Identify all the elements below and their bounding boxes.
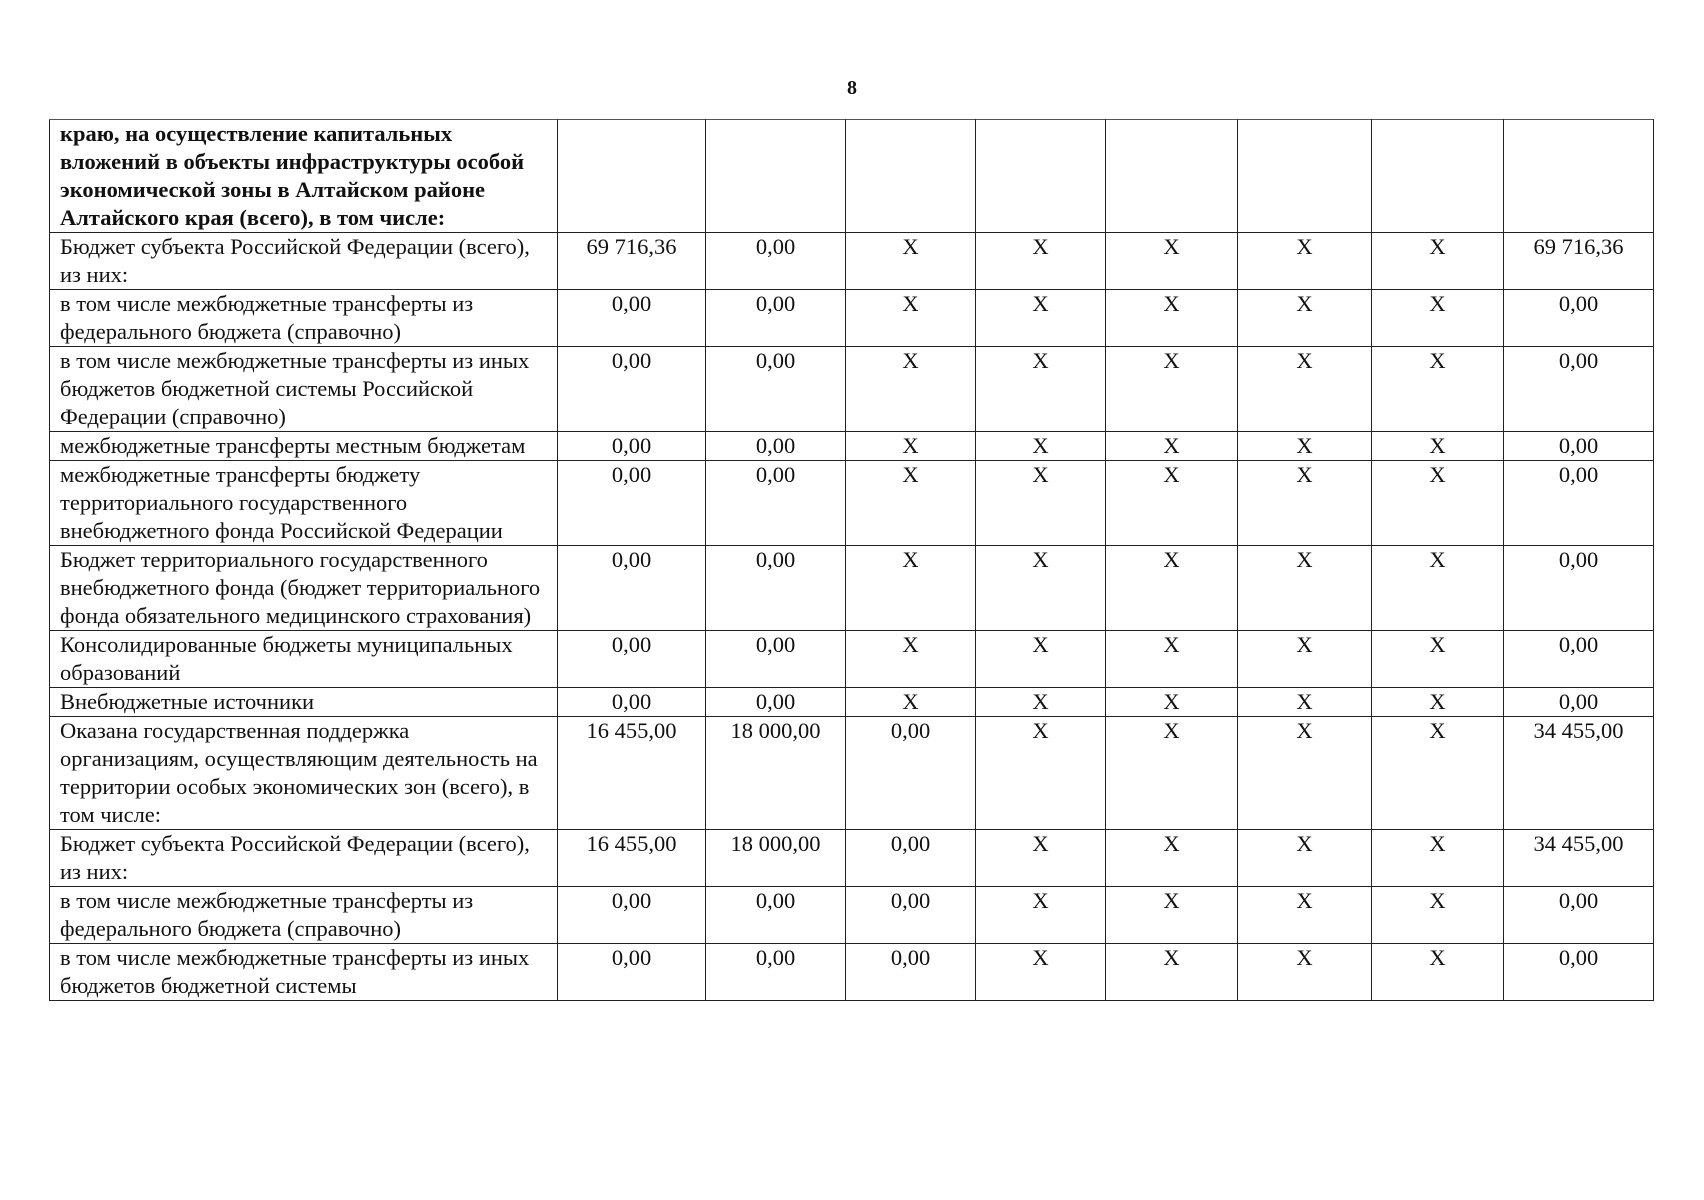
table-cell: X — [1372, 461, 1504, 546]
row-label: Бюджет территориального государственного внебюджетного фонда (бюджет территориального фонда обязательного медицинского страхования) — [50, 546, 558, 631]
table-cell: X — [1238, 546, 1372, 631]
table-cell: 0,00 — [558, 944, 706, 1001]
table-cell: X — [1372, 347, 1504, 432]
table-cell: X — [1372, 944, 1504, 1001]
table-cell: 0,00 — [706, 688, 846, 717]
table-cell: X — [1372, 887, 1504, 944]
table-cell: 0,00 — [706, 461, 846, 546]
table-cell — [1504, 120, 1654, 233]
table-cell: X — [1372, 688, 1504, 717]
table-cell: 0,00 — [558, 631, 706, 688]
table-cell: 34 455,00 — [1504, 830, 1654, 887]
row-label: в том числе межбюджетные трансферты из федерального бюджета (справочно) — [50, 887, 558, 944]
table-cell: 0,00 — [1504, 887, 1654, 944]
table-cell: X — [1238, 233, 1372, 290]
table-row — [50, 688, 1654, 717]
table-cell: X — [976, 887, 1106, 944]
table-row — [50, 233, 1654, 290]
table-cell: X — [1372, 717, 1504, 830]
table-cell — [1106, 120, 1238, 233]
table-cell: X — [1106, 944, 1238, 1001]
table-cell: 0,00 — [706, 233, 846, 290]
row-label: межбюджетные трансферты местным бюджетам — [50, 432, 558, 461]
table-cell: 0,00 — [558, 887, 706, 944]
table-cell: 18 000,00 — [706, 830, 846, 887]
table-cell: 0,00 — [846, 944, 976, 1001]
table-cell: X — [846, 546, 976, 631]
row-label: Бюджет субъекта Российской Федерации (всего), из них: — [50, 830, 558, 887]
table-cell: 0,00 — [706, 290, 846, 347]
table-cell: X — [976, 631, 1106, 688]
table-row — [50, 717, 1654, 830]
table-body — [50, 120, 1654, 1001]
table-cell: 69 716,36 — [558, 233, 706, 290]
row-label: краю, на осуществление капитальных вложений в объекты инфраструктуры особой экономической зоны в Алтайском районе Алтайского края (всего), в том числе: — [50, 120, 558, 233]
row-label: Бюджет субъекта Российской Федерации (всего), из них: — [50, 233, 558, 290]
table-cell: 0,00 — [558, 546, 706, 631]
row-label: в том числе межбюджетные трансферты из иных бюджетов бюджетной системы Российской Федерации (справочно) — [50, 347, 558, 432]
table-cell: 0,00 — [706, 944, 846, 1001]
table-cell: 0,00 — [846, 717, 976, 830]
table-cell: X — [1238, 631, 1372, 688]
table-cell: X — [976, 944, 1106, 1001]
table-cell: X — [846, 347, 976, 432]
table-cell — [558, 120, 706, 233]
page-number: 8 — [847, 77, 857, 99]
table-cell: 0,00 — [558, 347, 706, 432]
table-cell: X — [976, 290, 1106, 347]
table-cell: 0,00 — [846, 830, 976, 887]
table-cell: 0,00 — [706, 347, 846, 432]
table-cell: X — [846, 688, 976, 717]
table-cell: X — [1372, 290, 1504, 347]
table-cell: 0,00 — [1504, 347, 1654, 432]
row-label: межбюджетные трансферты бюджету территориального государственного внебюджетного фонда Российской Федерации — [50, 461, 558, 546]
table-row — [50, 830, 1654, 887]
table-cell: X — [1106, 830, 1238, 887]
row-label: в том числе межбюджетные трансферты из федерального бюджета (справочно) — [50, 290, 558, 347]
table-cell: 0,00 — [1504, 944, 1654, 1001]
table-cell: 0,00 — [1504, 432, 1654, 461]
table-cell: X — [976, 233, 1106, 290]
table-cell: X — [1372, 546, 1504, 631]
table-cell: X — [1238, 944, 1372, 1001]
table-cell — [846, 120, 976, 233]
table-cell: 0,00 — [1504, 546, 1654, 631]
table-cell: 0,00 — [706, 631, 846, 688]
table-cell: 0,00 — [706, 546, 846, 631]
table-cell: 0,00 — [558, 461, 706, 546]
table-row — [50, 887, 1654, 944]
table-cell: X — [976, 432, 1106, 461]
table-cell: X — [1106, 631, 1238, 688]
table-cell: X — [1106, 461, 1238, 546]
table-cell: 34 455,00 — [1504, 717, 1654, 830]
table-cell: 0,00 — [1504, 290, 1654, 347]
table-row — [50, 631, 1654, 688]
table-cell: X — [846, 233, 976, 290]
table-cell: X — [1238, 347, 1372, 432]
table-cell: X — [1238, 717, 1372, 830]
table-cell — [706, 120, 846, 233]
table-cell: 0,00 — [1504, 631, 1654, 688]
table-cell: X — [1372, 830, 1504, 887]
table-cell: 0,00 — [846, 887, 976, 944]
table-cell — [1238, 120, 1372, 233]
table-cell: 0,00 — [706, 432, 846, 461]
budget-table — [49, 119, 1654, 1001]
table-cell: 0,00 — [706, 887, 846, 944]
table-row — [50, 290, 1654, 347]
table-cell: X — [1372, 432, 1504, 461]
table-cell: 0,00 — [558, 290, 706, 347]
row-label: Внебюджетные источники — [50, 688, 558, 717]
table-cell: 0,00 — [1504, 688, 1654, 717]
table-cell: X — [1106, 233, 1238, 290]
table-cell: X — [976, 461, 1106, 546]
table-cell — [976, 120, 1106, 233]
table-cell: X — [1238, 290, 1372, 347]
table-cell: X — [1106, 717, 1238, 830]
table-cell: X — [1372, 631, 1504, 688]
table-cell: X — [846, 432, 976, 461]
table-cell: 0,00 — [558, 432, 706, 461]
table-cell: X — [1106, 688, 1238, 717]
table-row — [50, 944, 1654, 1001]
table-cell: X — [1238, 461, 1372, 546]
table-cell: X — [1238, 432, 1372, 461]
table-cell: X — [976, 347, 1106, 432]
table-cell: 0,00 — [1504, 461, 1654, 546]
table-row — [50, 120, 1654, 233]
table-cell: X — [1106, 290, 1238, 347]
table-cell: X — [976, 717, 1106, 830]
table-cell: 16 455,00 — [558, 717, 706, 830]
table-cell: 0,00 — [558, 688, 706, 717]
table-cell: 69 716,36 — [1504, 233, 1654, 290]
table-row — [50, 432, 1654, 461]
table-cell: X — [846, 631, 976, 688]
table-row — [50, 347, 1654, 432]
table-cell: X — [1238, 887, 1372, 944]
row-label: Консолидированные бюджеты муниципальных образований — [50, 631, 558, 688]
table-cell: X — [976, 830, 1106, 887]
table-cell: X — [976, 546, 1106, 631]
table-cell: 18 000,00 — [706, 717, 846, 830]
table-cell: X — [1238, 688, 1372, 717]
table-cell: X — [1238, 830, 1372, 887]
table-cell — [1372, 120, 1504, 233]
table-cell: X — [1106, 887, 1238, 944]
table-cell: X — [1106, 347, 1238, 432]
table-cell: X — [846, 461, 976, 546]
table-cell: X — [846, 290, 976, 347]
row-label: Оказана государственная поддержка организациям, осуществляющим деятельность на территории особых экономических зон (всего), в том числе: — [50, 717, 558, 830]
row-label: в том числе межбюджетные трансферты из иных бюджетов бюджетной системы — [50, 944, 558, 1001]
table-row — [50, 461, 1654, 546]
table-cell: X — [1106, 546, 1238, 631]
table-cell: 16 455,00 — [558, 830, 706, 887]
table-row — [50, 546, 1654, 631]
table-cell: X — [1106, 432, 1238, 461]
table-cell: X — [1372, 233, 1504, 290]
table-cell: X — [976, 688, 1106, 717]
